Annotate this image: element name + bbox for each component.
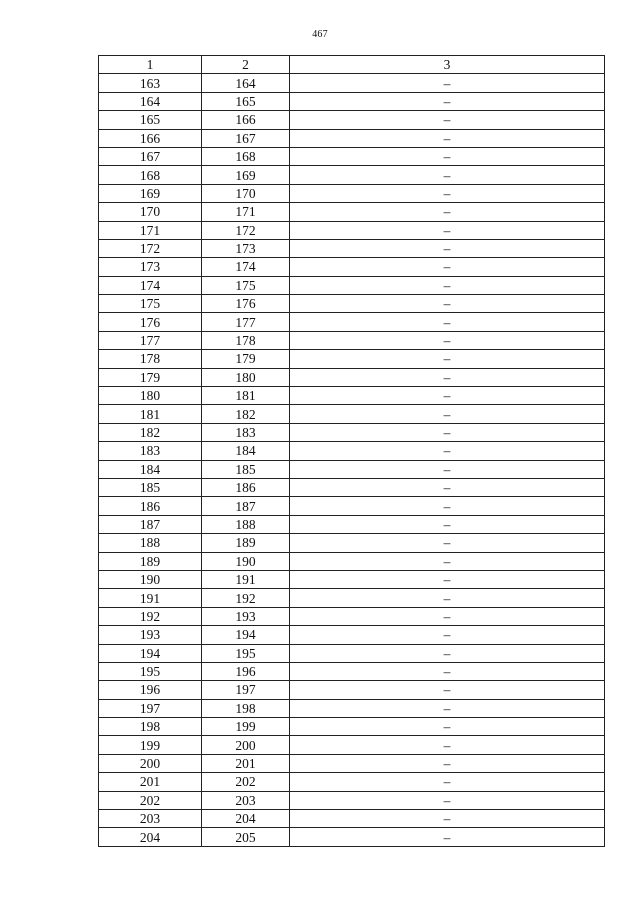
table-cell-col-1: 190 bbox=[99, 570, 202, 588]
table-cell-col-1: 169 bbox=[99, 184, 202, 202]
table-row bbox=[99, 810, 605, 828]
table-row bbox=[99, 626, 605, 644]
table-cell-col-3: – bbox=[290, 350, 605, 368]
table-cell-col-3: – bbox=[290, 129, 605, 147]
table-cell-col-3: – bbox=[290, 239, 605, 257]
table-cell-col-1: 202 bbox=[99, 791, 202, 809]
table-cell-col-1: 188 bbox=[99, 534, 202, 552]
table-cell-col-2: 198 bbox=[202, 699, 290, 717]
table-cell-col-2: 205 bbox=[202, 828, 290, 846]
table-cell-col-1: 201 bbox=[99, 773, 202, 791]
table-cell-col-3: – bbox=[290, 368, 605, 386]
table-row bbox=[99, 644, 605, 662]
table-cell-col-1: 196 bbox=[99, 681, 202, 699]
table-row bbox=[99, 662, 605, 680]
table-cell-col-3: – bbox=[290, 773, 605, 791]
table-cell-col-3: – bbox=[290, 828, 605, 846]
table-cell-col-3: – bbox=[290, 552, 605, 570]
table-row bbox=[99, 313, 605, 331]
table-cell-col-1: 166 bbox=[99, 129, 202, 147]
table-cell-col-3: – bbox=[290, 718, 605, 736]
table-cell-col-1: 177 bbox=[99, 331, 202, 349]
table-cell-col-1: 192 bbox=[99, 607, 202, 625]
table-cell-col-2: 183 bbox=[202, 423, 290, 441]
table-row bbox=[99, 92, 605, 110]
table-cell-col-1: 199 bbox=[99, 736, 202, 754]
table-cell-col-2: 202 bbox=[202, 773, 290, 791]
table-cell-col-1: 171 bbox=[99, 221, 202, 239]
table-cell-col-2: 194 bbox=[202, 626, 290, 644]
table-cell-col-2: 182 bbox=[202, 405, 290, 423]
table-cell-col-2: 186 bbox=[202, 478, 290, 496]
table-cell-col-3: – bbox=[290, 626, 605, 644]
table-cell-col-2: 176 bbox=[202, 295, 290, 313]
table-cell-col-1: 182 bbox=[99, 423, 202, 441]
table-body bbox=[99, 74, 605, 846]
table-cell-col-2: 185 bbox=[202, 460, 290, 478]
table-cell-col-3: – bbox=[290, 681, 605, 699]
table-cell-col-1: 193 bbox=[99, 626, 202, 644]
table-row bbox=[99, 607, 605, 625]
table-row bbox=[99, 350, 605, 368]
table-cell-col-2: 169 bbox=[202, 166, 290, 184]
table-cell-col-3: – bbox=[290, 791, 605, 809]
table-cell-col-1: 173 bbox=[99, 258, 202, 276]
table-cell-col-1: 189 bbox=[99, 552, 202, 570]
table-cell-col-3: – bbox=[290, 184, 605, 202]
table-cell-col-1: 191 bbox=[99, 589, 202, 607]
table-row bbox=[99, 184, 605, 202]
table-cell-col-3: – bbox=[290, 515, 605, 533]
table-cell-col-2: 192 bbox=[202, 589, 290, 607]
table-cell-col-1: 174 bbox=[99, 276, 202, 294]
table-cell-col-1: 179 bbox=[99, 368, 202, 386]
table-cell-col-1: 178 bbox=[99, 350, 202, 368]
table-cell-col-3: – bbox=[290, 570, 605, 588]
table-cell-col-3: – bbox=[290, 221, 605, 239]
table-cell-col-1: 176 bbox=[99, 313, 202, 331]
table-row bbox=[99, 754, 605, 772]
table-row bbox=[99, 368, 605, 386]
table-cell-col-1: 197 bbox=[99, 699, 202, 717]
table-cell-col-2: 196 bbox=[202, 662, 290, 680]
column-header-2: 2 bbox=[202, 56, 290, 74]
table-cell-col-2: 204 bbox=[202, 810, 290, 828]
table-cell-col-1: 183 bbox=[99, 442, 202, 460]
table-cell-col-2: 200 bbox=[202, 736, 290, 754]
table-cell-col-2: 188 bbox=[202, 515, 290, 533]
table-row bbox=[99, 478, 605, 496]
table-cell-col-3: – bbox=[290, 478, 605, 496]
table-cell-col-3: – bbox=[290, 754, 605, 772]
table-cell-col-3: – bbox=[290, 607, 605, 625]
table-cell-col-2: 165 bbox=[202, 92, 290, 110]
table-cell-col-1: 168 bbox=[99, 166, 202, 184]
table-cell-col-1: 200 bbox=[99, 754, 202, 772]
table-cell-col-2: 178 bbox=[202, 331, 290, 349]
table-cell-col-1: 165 bbox=[99, 111, 202, 129]
table-row bbox=[99, 387, 605, 405]
table-row bbox=[99, 828, 605, 846]
table-cell-col-3: – bbox=[290, 460, 605, 478]
table-cell-col-2: 190 bbox=[202, 552, 290, 570]
table-row bbox=[99, 460, 605, 478]
table-cell-col-2: 193 bbox=[202, 607, 290, 625]
table-row bbox=[99, 295, 605, 313]
table-cell-col-2: 189 bbox=[202, 534, 290, 552]
table-cell-col-2: 171 bbox=[202, 203, 290, 221]
table-cell-col-3: – bbox=[290, 313, 605, 331]
table-cell-col-3: – bbox=[290, 147, 605, 165]
table-cell-col-2: 173 bbox=[202, 239, 290, 257]
table-cell-col-3: – bbox=[290, 662, 605, 680]
table-row bbox=[99, 147, 605, 165]
table-cell-col-2: 166 bbox=[202, 111, 290, 129]
table-cell-col-2: 167 bbox=[202, 129, 290, 147]
table-row bbox=[99, 221, 605, 239]
table-row bbox=[99, 773, 605, 791]
table-cell-col-2: 164 bbox=[202, 74, 290, 92]
column-header-3: 3 bbox=[290, 56, 605, 74]
table-cell-col-3: – bbox=[290, 644, 605, 662]
table-cell-col-3: – bbox=[290, 203, 605, 221]
table-row bbox=[99, 423, 605, 441]
table-cell-col-2: 172 bbox=[202, 221, 290, 239]
table-cell-col-3: – bbox=[290, 699, 605, 717]
table-cell-col-1: 172 bbox=[99, 239, 202, 257]
table-cell-col-3: – bbox=[290, 497, 605, 515]
table-cell-col-1: 186 bbox=[99, 497, 202, 515]
table-cell-col-1: 164 bbox=[99, 92, 202, 110]
table-cell-col-1: 185 bbox=[99, 478, 202, 496]
table-cell-col-3: – bbox=[290, 736, 605, 754]
table-cell-col-1: 181 bbox=[99, 405, 202, 423]
table-row bbox=[99, 791, 605, 809]
table-cell-col-2: 170 bbox=[202, 184, 290, 202]
table-cell-col-2: 168 bbox=[202, 147, 290, 165]
table-cell-col-3: – bbox=[290, 74, 605, 92]
table-cell-col-3: – bbox=[290, 92, 605, 110]
table-cell-col-3: – bbox=[290, 276, 605, 294]
table-row bbox=[99, 111, 605, 129]
table-row bbox=[99, 166, 605, 184]
table-cell-col-3: – bbox=[290, 387, 605, 405]
table-row bbox=[99, 442, 605, 460]
table-cell-col-2: 203 bbox=[202, 791, 290, 809]
table-cell-col-2: 177 bbox=[202, 313, 290, 331]
table-cell-col-3: – bbox=[290, 166, 605, 184]
table-row bbox=[99, 497, 605, 515]
table-cell-col-3: – bbox=[290, 442, 605, 460]
table-cell-col-2: 174 bbox=[202, 258, 290, 276]
table-cell-col-2: 175 bbox=[202, 276, 290, 294]
table-header-row bbox=[99, 56, 605, 74]
table-cell-col-1: 184 bbox=[99, 460, 202, 478]
table-cell-col-3: – bbox=[290, 111, 605, 129]
table-row bbox=[99, 331, 605, 349]
table-row bbox=[99, 203, 605, 221]
table-cell-col-2: 201 bbox=[202, 754, 290, 772]
table-cell-col-3: – bbox=[290, 534, 605, 552]
table-row bbox=[99, 74, 605, 92]
table-row bbox=[99, 681, 605, 699]
table-cell-col-3: – bbox=[290, 258, 605, 276]
table-row bbox=[99, 570, 605, 588]
page-number: 467 bbox=[312, 29, 328, 40]
table-cell-col-2: 184 bbox=[202, 442, 290, 460]
table-cell-col-3: – bbox=[290, 295, 605, 313]
table-cell-col-2: 195 bbox=[202, 644, 290, 662]
table-row bbox=[99, 589, 605, 607]
table-row bbox=[99, 515, 605, 533]
table-row bbox=[99, 405, 605, 423]
table-cell-col-3: – bbox=[290, 423, 605, 441]
table-cell-col-3: – bbox=[290, 810, 605, 828]
table-cell-col-2: 179 bbox=[202, 350, 290, 368]
table-cell-col-1: 198 bbox=[99, 718, 202, 736]
table-cell-col-2: 180 bbox=[202, 368, 290, 386]
table-cell-col-1: 163 bbox=[99, 74, 202, 92]
table-cell-col-2: 187 bbox=[202, 497, 290, 515]
table-cell-col-1: 194 bbox=[99, 644, 202, 662]
table-row bbox=[99, 534, 605, 552]
table-cell-col-1: 170 bbox=[99, 203, 202, 221]
table-cell-col-1: 204 bbox=[99, 828, 202, 846]
table-cell-col-1: 195 bbox=[99, 662, 202, 680]
table-cell-col-3: – bbox=[290, 405, 605, 423]
table-cell-col-1: 187 bbox=[99, 515, 202, 533]
table-row bbox=[99, 129, 605, 147]
table-cell-col-2: 197 bbox=[202, 681, 290, 699]
table-cell-col-1: 167 bbox=[99, 147, 202, 165]
table-cell-col-1: 175 bbox=[99, 295, 202, 313]
table-row bbox=[99, 276, 605, 294]
table-cell-col-2: 181 bbox=[202, 387, 290, 405]
table-row bbox=[99, 552, 605, 570]
table-row bbox=[99, 736, 605, 754]
data-table bbox=[98, 55, 605, 847]
table-row bbox=[99, 239, 605, 257]
table-row bbox=[99, 258, 605, 276]
column-header-1: 1 bbox=[99, 56, 202, 74]
table-row bbox=[99, 718, 605, 736]
table-cell-col-1: 180 bbox=[99, 387, 202, 405]
table-cell-col-1: 203 bbox=[99, 810, 202, 828]
table-cell-col-3: – bbox=[290, 589, 605, 607]
table-cell-col-2: 199 bbox=[202, 718, 290, 736]
table-cell-col-3: – bbox=[290, 331, 605, 349]
table-cell-col-2: 191 bbox=[202, 570, 290, 588]
table-row bbox=[99, 699, 605, 717]
